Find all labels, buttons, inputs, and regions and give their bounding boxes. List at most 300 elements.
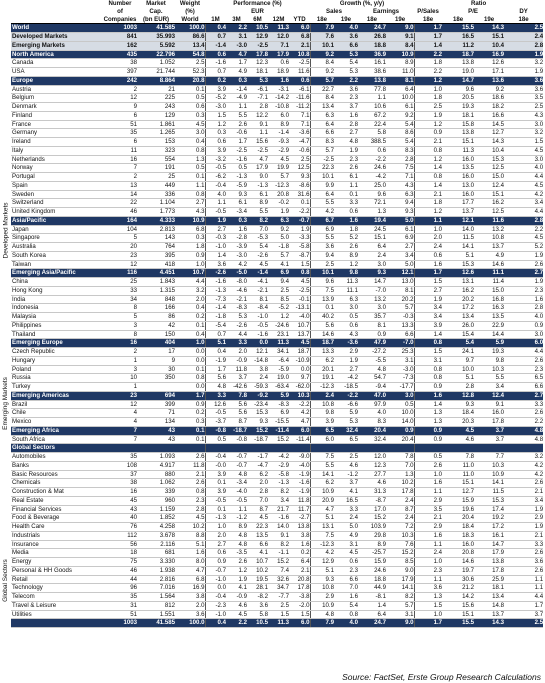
cell-value: 0.6 — [268, 59, 289, 68]
cell-value: 3.8 — [247, 365, 268, 374]
cell-value: 10.4 — [474, 146, 504, 155]
cell-value: 12.5 — [474, 164, 504, 173]
header-ytd: YTD — [289, 16, 310, 24]
cell-value: -1.6 — [247, 330, 268, 339]
cell-value: 3.0 — [504, 155, 543, 164]
cell-value: 1.6 — [334, 593, 358, 602]
cell-value: 3.9 — [205, 146, 226, 155]
cell-value: 0.6 — [205, 50, 226, 59]
cell-value: 3.3 — [334, 505, 358, 514]
cell-value: 2.2 — [414, 68, 442, 77]
cell-value: 6.5 — [310, 426, 334, 435]
cell-value: 2.1 — [175, 470, 205, 479]
cell-value: 2.5 — [414, 103, 442, 112]
cell-value: 6.6 — [310, 129, 334, 138]
cell-value: 6.1 — [226, 199, 247, 208]
cell-value: 18.6 — [474, 94, 504, 103]
cell-value: 32.4 — [334, 426, 358, 435]
cell-value: 2.1 — [289, 41, 310, 50]
cell-value: 12.7 — [442, 488, 474, 497]
cell-value: 1.6 — [226, 225, 247, 234]
cell-value: 45 — [103, 496, 137, 505]
cell-value: 5.1 — [175, 540, 205, 549]
cell-value: 3.678 — [137, 531, 175, 540]
cell-value: -1.9 — [289, 488, 310, 497]
cell-value: 1.9 — [334, 146, 358, 155]
cell-value: 0.5 — [386, 400, 414, 409]
row-label: Chemicals — [11, 479, 103, 488]
cell-value: 14.7 — [474, 540, 504, 549]
table-row — [11, 278, 543, 287]
cell-value: -3.0 — [226, 251, 247, 260]
cell-value: 0.3 — [205, 129, 226, 138]
cell-value: 25 — [103, 278, 137, 287]
cell-value: 4.8 — [334, 138, 358, 147]
cell-value: 17 — [137, 348, 175, 357]
cell-value: 4.8 — [504, 435, 543, 444]
cell-value: -27.2 — [358, 348, 386, 357]
cell-value: 1.093 — [137, 453, 175, 462]
row-label: United Kingdom — [11, 208, 103, 217]
cell-value: -0.5 — [205, 164, 226, 173]
cell-value: 1.9 — [334, 356, 358, 365]
cell-value: -2.5 — [289, 286, 310, 295]
cell-value: 3.0 — [504, 120, 543, 129]
cell-value: 7.6 — [310, 33, 334, 42]
cell-value: -0.5 — [205, 496, 226, 505]
cell-value — [226, 444, 247, 453]
cell-value: 5.8 — [247, 610, 268, 619]
cell-value: 3.6 — [247, 601, 268, 610]
cell-value: 3.6 — [205, 260, 226, 269]
cell-value — [268, 444, 289, 453]
cell-value: 21.744 — [137, 68, 175, 77]
cell-value: 8.4 — [386, 41, 414, 50]
cell-value: 2.1 — [289, 566, 310, 575]
cell-value: 2.5 — [268, 286, 289, 295]
cell-value: 3.9 — [205, 470, 226, 479]
cell-value: 12.0 — [268, 33, 289, 42]
cell-value: 1.6 — [414, 260, 442, 269]
cell-value: 2.1 — [504, 488, 543, 497]
cell-value: -5.8 — [289, 243, 310, 252]
cell-value: 449 — [137, 181, 175, 190]
cell-value: 8.4 — [310, 94, 334, 103]
row-label: Finland — [11, 111, 103, 120]
cell-value: 8.3 — [310, 138, 334, 147]
cell-value: 13.4 — [474, 593, 504, 602]
cell-value: 0.4 — [205, 24, 226, 33]
cell-value: 2.9 — [334, 348, 358, 357]
cell-value: 3.6 — [310, 243, 334, 252]
cell-value: 35 — [103, 593, 137, 602]
cell-value: 323 — [137, 146, 175, 155]
cell-value: 0.8 — [414, 374, 442, 383]
cell-value: 9.8 — [334, 269, 358, 278]
cell-value: 12.1 — [442, 216, 474, 225]
cell-value: -3.6 — [289, 129, 310, 138]
cell-value: 2.4 — [504, 33, 543, 42]
cell-value: 11.3 — [334, 278, 358, 287]
cell-value — [414, 444, 442, 453]
cell-value: 12.9 — [310, 558, 334, 567]
cell-value: 43 — [137, 435, 175, 444]
cell-value: 2.6 — [504, 479, 543, 488]
cell-value: 7.1 — [386, 173, 414, 182]
cell-value: 16.5 — [442, 33, 474, 42]
cell-value: 5.6 — [310, 321, 334, 330]
cell-value: -4.7 — [289, 138, 310, 147]
header-dy: DY — [519, 7, 528, 15]
cell-value: 4.1 — [334, 488, 358, 497]
cell-value: -2.2 — [289, 400, 310, 409]
cell-value: 16.2 — [474, 199, 504, 208]
cell-value: 1.0 — [175, 339, 205, 348]
table-row — [11, 243, 543, 252]
cell-value: 336 — [137, 190, 175, 199]
cell-value: 4.8 — [504, 426, 543, 435]
cell-value: 21.7 — [268, 505, 289, 514]
cell-value: 3.0 — [386, 391, 414, 400]
table-row — [11, 540, 543, 549]
cell-value: -0.7 — [289, 216, 310, 225]
cell-value: 4.3 — [175, 208, 205, 217]
cell-value: -8.0 — [226, 278, 247, 287]
cell-value: 3.330 — [137, 558, 175, 567]
cell-value: 10.1 — [310, 269, 334, 278]
cell-value: 2.7 — [175, 199, 205, 208]
cell-value: 19.3 — [442, 103, 474, 112]
cell-value: 7.2 — [386, 523, 414, 532]
cell-value: -8.1 — [358, 593, 386, 602]
cell-value: 38.6 — [358, 68, 386, 77]
cell-value: -2.5 — [289, 59, 310, 68]
cell-value: 2.9 — [310, 593, 334, 602]
cell-value: -1.7 — [247, 453, 268, 462]
cell-value: -5.4 — [205, 321, 226, 330]
table-row — [11, 391, 543, 400]
cell-value: 14.7 — [442, 76, 474, 85]
cell-value: 18 — [103, 549, 137, 558]
cell-value: 8.1 — [386, 76, 414, 85]
cell-value: 2.5 — [504, 619, 543, 628]
cell-value: -0.0 — [205, 461, 226, 470]
cell-value: 11.3 — [268, 339, 289, 348]
cell-value: 8.1 — [358, 321, 386, 330]
cell-value: 1.2 — [414, 208, 442, 217]
cell-value: 7.1 — [289, 111, 310, 120]
cell-value: 0.6 — [358, 146, 386, 155]
table-row — [11, 479, 543, 488]
cell-value: 9.1 — [386, 33, 414, 42]
cell-value: -18.7 — [247, 435, 268, 444]
cell-value: 4.5 — [226, 610, 247, 619]
cell-value: 17.8 — [474, 418, 504, 427]
cell-value: 4.5 — [175, 514, 205, 523]
cell-value: 6.6 — [247, 540, 268, 549]
cell-value: 0.0 — [205, 584, 226, 593]
cell-value: 4.4 — [504, 348, 543, 357]
cell-value: 1.9 — [504, 505, 543, 514]
cell-value: -3.0 — [205, 103, 226, 112]
cell-value: 5.0 — [386, 260, 414, 269]
cell-value: 6.1 — [247, 190, 268, 199]
cell-value: -1.8 — [268, 243, 289, 252]
row-label: Asia/Pacific — [11, 216, 103, 225]
cell-value: 1.062 — [137, 479, 175, 488]
cell-value: 13.2 — [474, 225, 504, 234]
cell-value: -1.6 — [226, 155, 247, 164]
cell-value: 3.3 — [226, 339, 247, 348]
cell-value: 4.8 — [205, 383, 226, 392]
cell-value: 4.1 — [247, 549, 268, 558]
cell-value: 0.0 — [175, 356, 205, 365]
row-label: Energy — [11, 558, 103, 567]
cell-value: 1.6 — [334, 216, 358, 225]
cell-value: -0.8 — [226, 435, 247, 444]
row-label: China — [11, 278, 103, 287]
cell-value: 4.7 — [289, 418, 310, 427]
cell-value: 242 — [103, 76, 137, 85]
cell-value: 2 — [103, 173, 137, 182]
cell-value: 1.2 — [414, 76, 442, 85]
cell-value: -8.2 — [247, 593, 268, 602]
cell-value: 14.5 — [474, 120, 504, 129]
cell-value: -2.9 — [268, 461, 289, 470]
table-row — [11, 138, 543, 147]
cell-value: 20.8 — [268, 190, 289, 199]
cell-value: 2.6 — [334, 164, 358, 173]
cell-value: 1003 — [103, 24, 137, 33]
cell-value: -42.6 — [226, 383, 247, 392]
cell-value: -1.6 — [268, 514, 289, 523]
cell-value: 5.7 — [310, 76, 334, 85]
cell-value: 2.7 — [334, 365, 358, 374]
cell-value: 0.1 — [175, 85, 205, 94]
cell-value: 2.3 — [414, 566, 442, 575]
cell-value: -8.7 — [289, 251, 310, 260]
row-label: South Africa — [11, 435, 103, 444]
cell-value: 25 — [137, 173, 175, 182]
cell-value: 1.3 — [175, 155, 205, 164]
cell-value: 0.1 — [205, 505, 226, 514]
cell-value: 20.4 — [442, 514, 474, 523]
table-row — [11, 41, 543, 50]
cell-value: 10.9 — [386, 50, 414, 59]
cell-value: 0.8 — [175, 190, 205, 199]
cell-value: 16.1 — [474, 531, 504, 540]
cell-value: 1.0 — [414, 85, 442, 94]
cell-value: -2.8 — [226, 234, 247, 243]
cell-value: 15.3 — [247, 409, 268, 418]
cell-value: 8.3 — [358, 418, 386, 427]
cell-value: 841 — [103, 33, 137, 42]
cell-value: -0.4 — [205, 593, 226, 602]
cell-value: 6.1 — [386, 225, 414, 234]
cell-value: 11.1 — [334, 286, 358, 295]
cell-value: 7.0 — [247, 496, 268, 505]
row-label: Hungary — [11, 356, 103, 365]
table-row — [11, 313, 543, 322]
cell-value: 1.3 — [414, 409, 442, 418]
cell-value: 3.6 — [504, 76, 543, 85]
cell-value: 10.7 — [247, 558, 268, 567]
cell-value: 2.8 — [504, 304, 543, 313]
cell-value: 11.8 — [226, 365, 247, 374]
cell-value: 19.1 — [310, 374, 334, 383]
cell-value: 13.7 — [289, 330, 310, 339]
cell-value: 3.7 — [474, 426, 504, 435]
cell-value: -2.5 — [247, 41, 268, 50]
cell-value: 14.3 — [474, 24, 504, 33]
cell-value: 9 — [103, 103, 137, 112]
cell-value: 6.0 — [310, 435, 334, 444]
cell-value: 32.4 — [358, 435, 386, 444]
cell-value: 2.6 — [504, 566, 543, 575]
cell-value: 5.9 — [474, 339, 504, 348]
cell-value: 1.8 — [414, 199, 442, 208]
cell-value: 20.2 — [442, 295, 474, 304]
row-label: Emerging Africa — [11, 426, 103, 435]
cell-value: 12 — [103, 260, 137, 269]
header-market: Market — [146, 0, 166, 8]
cell-value: 3.4 — [268, 496, 289, 505]
cell-value: -1.0 — [205, 610, 226, 619]
cell-value: 2.3 — [504, 286, 543, 295]
cell-value: 33 — [103, 286, 137, 295]
cell-value: 35 — [103, 129, 137, 138]
cell-value: 166 — [137, 304, 175, 313]
header-pe-18e: 18e — [442, 16, 474, 24]
cell-value: 11.0 — [442, 461, 474, 470]
cell-value: 86.6 — [175, 33, 205, 42]
cell-value: 8.0 — [175, 558, 205, 567]
cell-value: 17.8 — [289, 584, 310, 593]
cell-value: 2.8 — [386, 155, 414, 164]
cell-value: 6.4 — [358, 610, 386, 619]
cell-value: -4.0 — [226, 488, 247, 497]
cell-value: 6.3 — [334, 295, 358, 304]
cell-value: 0.1 — [289, 199, 310, 208]
cell-value: 13.4 — [442, 313, 474, 322]
cell-value: 2.7 — [205, 225, 226, 234]
cell-value — [334, 444, 358, 453]
cell-value: 15.1 — [358, 234, 386, 243]
cell-value: 67.2 — [358, 111, 386, 120]
table-row — [11, 470, 543, 479]
cell-value: 13 — [103, 181, 137, 190]
cell-value: 2.7 — [386, 243, 414, 252]
cell-value: -1.0 — [205, 243, 226, 252]
cell-value: 10.0 — [386, 94, 414, 103]
cell-value: 13.2 — [358, 295, 386, 304]
cell-value: 8.6 — [386, 129, 414, 138]
source-note: Source: FactSet, Erste Group Research Calculations — [342, 672, 541, 682]
cell-value: 5.4 — [334, 601, 358, 610]
table-row — [11, 496, 543, 505]
cell-value: 11.8 — [175, 461, 205, 470]
cell-value: -6.1 — [289, 85, 310, 94]
cell-value: 6.2 — [247, 470, 268, 479]
cell-value: 52.3 — [175, 68, 205, 77]
cell-value: 3.3 — [334, 199, 358, 208]
cell-value: -14.8 — [247, 356, 268, 365]
cell-value: 7.0 — [247, 225, 268, 234]
cell-value: 2.6 — [226, 120, 247, 129]
cell-value: 4.5 — [289, 278, 310, 287]
cell-value: 2.6 — [175, 453, 205, 462]
cell-value: 13.8 — [289, 523, 310, 532]
cell-value: 13.3 — [386, 321, 414, 330]
cell-value: 1.3 — [386, 470, 414, 479]
table-row — [11, 610, 543, 619]
cell-value: 17.8 — [386, 488, 414, 497]
cell-value: 2.0 — [205, 531, 226, 540]
cell-value: -3.0 — [386, 365, 414, 374]
cell-value: -14.2 — [268, 94, 289, 103]
cell-value: 6.3 — [386, 190, 414, 199]
cell-value: 20.8 — [175, 76, 205, 85]
cell-value: 0.6 — [205, 138, 226, 147]
cell-value — [103, 444, 137, 453]
cell-value: 6.1 — [386, 103, 414, 112]
cell-value: 14.4 — [474, 330, 504, 339]
cell-value: 1.0 — [414, 470, 442, 479]
cell-value: -7.3 — [205, 295, 226, 304]
cell-value: -11.6 — [289, 94, 310, 103]
cell-value: 404 — [137, 339, 175, 348]
cell-value: -18.7 — [226, 426, 247, 435]
cell-value: -0.4 — [205, 181, 226, 190]
cell-value: -62.0 — [289, 383, 310, 392]
row-label: Russia — [11, 374, 103, 383]
header-pct: (%) — [185, 7, 195, 15]
cell-value: 1.551 — [137, 610, 175, 619]
header-3m: 3M — [226, 16, 247, 24]
cell-value: 1.2 — [414, 155, 442, 164]
cell-value: 4.6 — [334, 461, 358, 470]
table-row — [11, 24, 543, 33]
cell-value: 2.816 — [137, 575, 175, 584]
cell-value: 17.1 — [474, 68, 504, 77]
cell-value: 13.8 — [442, 129, 474, 138]
cell-value: -2.9 — [268, 146, 289, 155]
table-row — [11, 418, 543, 427]
cell-value: 388.5 — [358, 138, 386, 147]
table-row — [11, 68, 543, 77]
cell-value: 22.9 — [474, 321, 504, 330]
cell-value: 6 — [103, 111, 137, 120]
table-row — [11, 111, 543, 120]
cell-value: 13.8 — [358, 76, 386, 85]
cell-value: 14.3 — [474, 138, 504, 147]
cell-value: 6.6 — [386, 330, 414, 339]
cell-value: 2.4 — [358, 251, 386, 260]
cell-value: 2.6 — [504, 409, 543, 418]
cell-value: 4.9 — [474, 251, 504, 260]
cell-value: 8.9 — [386, 59, 414, 68]
header-companies: Companies — [103, 15, 137, 23]
cell-value: 0.1 — [205, 479, 226, 488]
cell-value: 0.8 — [289, 269, 310, 278]
cell-value: 0.5 — [226, 164, 247, 173]
cell-value: 1.1 — [414, 540, 442, 549]
cell-value: 15.5 — [442, 24, 474, 33]
cell-value — [310, 444, 334, 453]
cell-value: 22.3 — [310, 164, 334, 173]
cell-value: 8.4 — [310, 59, 334, 68]
cell-value: 2.4 — [310, 391, 334, 400]
